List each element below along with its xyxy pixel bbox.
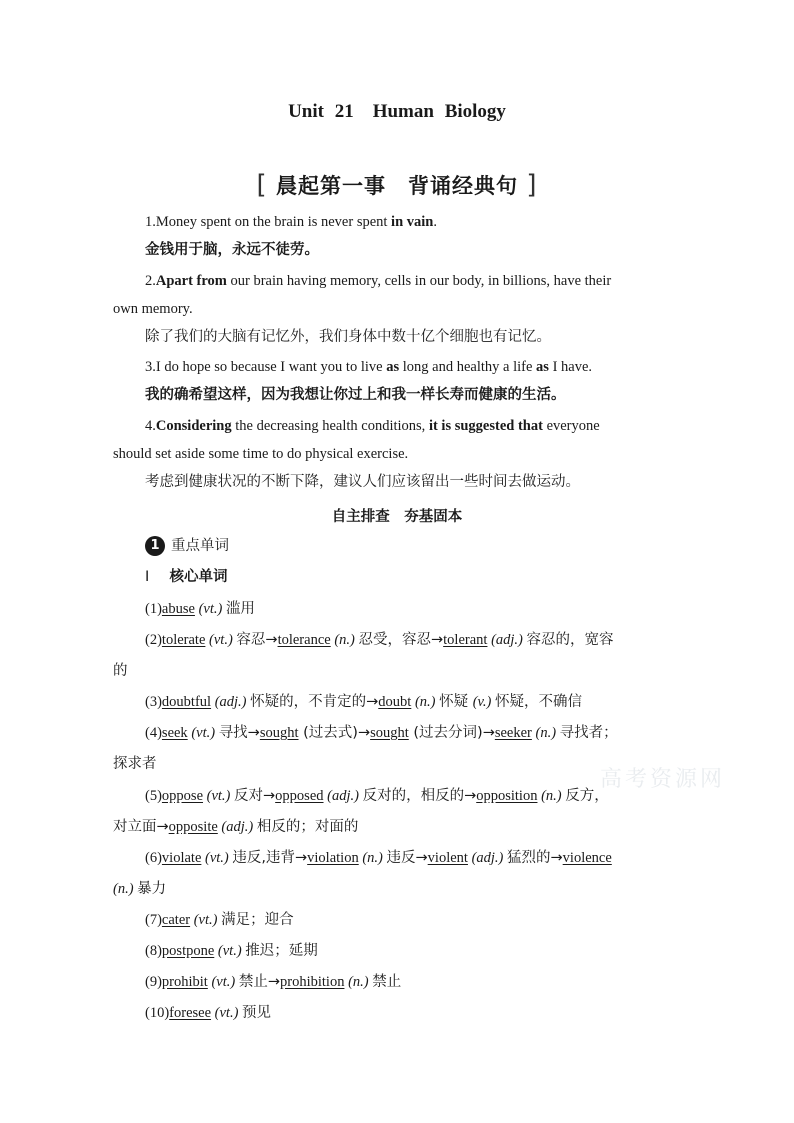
word-entry-4 [145, 723, 715, 743]
answer-word: tolerate [161, 632, 206, 648]
part-of-speech: (vt.) [214, 943, 246, 959]
watermark: 高考资源网 [600, 767, 726, 792]
text-fragment: (2) [145, 632, 162, 648]
word-entry-3 [145, 692, 715, 712]
text-fragment: 滥用 [225, 601, 255, 617]
sentence-text: everyone [542, 418, 600, 434]
answer-word: tolerant [443, 632, 488, 648]
sentence-2-chinese: 除了我们的大脑有记忆外，我们身体中数十亿个细胞也有记忆。 [145, 329, 551, 345]
part-of-speech: (vt.) [203, 788, 235, 804]
sentence-text: I do hope so because I want you to live [155, 359, 387, 375]
answer-word: opposition [476, 788, 538, 804]
key-phrase: in vain [391, 214, 434, 230]
answer-word: postpone [161, 943, 215, 959]
text-fragment: 怀疑，不确信 [495, 694, 582, 710]
sentence-text: Money spent on the brain is never spent [155, 214, 392, 230]
sentence-3-english [145, 357, 715, 377]
answer-word: doubt [378, 694, 412, 710]
word-entry-8 [145, 941, 715, 961]
part-of-speech: (adj.) [217, 819, 257, 835]
answer-word: violate [161, 850, 202, 866]
text-fragment: 反对→ [234, 788, 276, 804]
part-of-speech: (vt.) [205, 632, 237, 648]
text-fragment: 怀疑的，不肯定的→ [250, 694, 379, 710]
text-fragment: (10) [145, 1005, 170, 1021]
word-entry-2-cont: 的 [113, 663, 128, 679]
part-heading-key-words [145, 535, 715, 557]
answer-word: doubtful [161, 694, 212, 710]
text-fragment: (过去分词)→ [408, 725, 495, 741]
answer-word: sought [370, 725, 409, 741]
text-fragment: 寻找→ [218, 725, 260, 741]
text-fragment: (6) [145, 850, 162, 866]
sentence-number: 3. [145, 359, 156, 375]
answer-word: opposite [168, 819, 218, 835]
part-of-speech: (n.) [411, 694, 440, 710]
key-phrase: as [386, 359, 400, 375]
text-fragment: (5) [145, 788, 162, 804]
text-fragment: 容忍的，宽容 [526, 632, 614, 648]
text-fragment: 推迟；延期 [245, 943, 318, 959]
text-fragment: (4) [145, 725, 162, 741]
text-fragment: 相反的；对面的 [256, 819, 359, 835]
answer-word: prohibition [280, 974, 345, 990]
sentence-text: our brain having memory, cells in our body, in billions, have their [226, 273, 612, 289]
part-of-speech: (adj.) [487, 632, 527, 648]
answer-word: violation [307, 850, 359, 866]
word-entry-10 [145, 1003, 715, 1023]
part-of-speech: (n.) [113, 881, 138, 897]
part-of-speech: (n.) [330, 632, 359, 648]
text-fragment: 违反,违背→ [232, 850, 308, 866]
answer-word: cater [161, 912, 191, 928]
word-entry-6 [145, 848, 715, 868]
part-of-speech: (n.) [537, 788, 566, 804]
sentence-3-chinese: 我的确希望这样，因为我想让你过上和我一样长寿而健康的生活。 [145, 387, 566, 403]
text-fragment: 对立面→ [113, 819, 169, 835]
unit-title: Unit 21 Human Biology [288, 101, 506, 122]
part-label: 重点单词 [171, 538, 229, 554]
part-of-speech: (v.) [472, 694, 495, 710]
word-entry-7 [145, 910, 715, 930]
answer-word: violent [427, 850, 468, 866]
part-of-speech: (vt.) [194, 601, 226, 617]
word-entry-9 [145, 972, 715, 992]
part-of-speech: (vt.) [187, 725, 219, 741]
word-entry-2 [145, 630, 715, 650]
answer-word: violence [562, 850, 612, 866]
text-fragment: 禁止 [372, 974, 402, 990]
word-entry-6-cont [113, 879, 683, 899]
text-fragment: 反方， [565, 788, 609, 804]
sentence-text: long and healthy a life [399, 359, 537, 375]
part-of-speech: (vt.) [201, 850, 233, 866]
text-fragment: 满足；迎合 [221, 912, 294, 928]
text-fragment: 暴力 [137, 881, 167, 897]
text-fragment: 容忍→ [236, 632, 278, 648]
key-phrase: Apart from [155, 273, 227, 289]
part-of-speech: (adj.) [467, 850, 508, 866]
sentence-text: the decreasing health conditions, [231, 418, 429, 434]
part-of-speech: (vt.) [190, 912, 222, 928]
text-fragment: 预见 [242, 1005, 272, 1021]
section-heading-self-check: 自主排查 夯基固本 [331, 509, 463, 525]
key-phrase: as [536, 359, 549, 375]
answer-word: prohibit [161, 974, 208, 990]
word-entry-5-cont [113, 817, 683, 837]
sentence-4-english [145, 416, 715, 436]
answer-word: seek [161, 725, 188, 741]
text-fragment: 禁止→ [238, 974, 280, 990]
sentence-number: 4. [145, 418, 156, 434]
sentence-2-english [145, 271, 715, 291]
sentence-text: . [433, 214, 437, 230]
text-fragment: 忍受，容忍→ [358, 632, 444, 648]
sentence-number: 2. [145, 273, 156, 289]
answer-word: tolerance [277, 632, 331, 648]
sentence-1-chinese: 金钱用于脑，永远不徒劳。 [145, 242, 319, 258]
word-entry-1 [145, 599, 715, 619]
subsection-core-words [145, 567, 715, 587]
part-of-speech: (n.) [531, 725, 560, 741]
part-of-speech: (vt.) [211, 1005, 243, 1021]
text-fragment: (8) [145, 943, 162, 959]
part-of-speech: (adj.) [323, 788, 363, 804]
key-phrase: Considering [155, 418, 232, 434]
roman-numeral: Ⅰ [145, 569, 150, 585]
answer-word: sought [259, 725, 299, 741]
text-fragment: 怀疑 [439, 694, 473, 710]
text-fragment: 违反→ [386, 850, 428, 866]
text-fragment: 猛烈的→ [507, 850, 563, 866]
answer-word: opposed [275, 788, 324, 804]
text-fragment: (7) [145, 912, 162, 928]
text-fragment: (3) [145, 694, 162, 710]
sentence-2-english-cont: own memory. [113, 301, 193, 317]
subsection-label: 核心单词 [169, 569, 228, 585]
answer-word: seeker [494, 725, 532, 741]
text-fragment: 寻找者； [559, 725, 618, 741]
number-badge-icon: 1 [145, 536, 165, 556]
answer-word: foresee [169, 1005, 212, 1021]
answer-word: oppose [161, 788, 204, 804]
part-of-speech: (vt.) [207, 974, 239, 990]
section-heading-label: 晨起第一事 背诵经典句 [276, 174, 518, 198]
answer-word: abuse [161, 601, 195, 617]
text-fragment: (1) [145, 601, 162, 617]
sentence-4-english-cont: should set aside some time to do physical exercise. [113, 446, 409, 462]
word-entry-4-cont: 探求者 [113, 756, 157, 772]
sentence-1-english [145, 212, 715, 232]
text-fragment: (过去式)→ [298, 725, 371, 741]
sentence-4-chinese: 考虑到健康状况的不断下降，建议人们应该留出一些时间去做运动。 [145, 474, 580, 490]
sentence-text: I have. [548, 359, 593, 375]
section-heading-morning [0, 170, 794, 200]
key-phrase: it is suggested that [428, 418, 543, 434]
bracket-close: ] [526, 170, 538, 200]
sentence-number: 1. [145, 214, 156, 230]
part-of-speech: (n.) [344, 974, 373, 990]
bracket-open: [ [256, 170, 268, 200]
text-fragment: 反对的，相反的→ [362, 788, 477, 804]
part-of-speech: (adj.) [211, 694, 251, 710]
text-fragment: (9) [145, 974, 162, 990]
part-of-speech: (n.) [358, 850, 387, 866]
